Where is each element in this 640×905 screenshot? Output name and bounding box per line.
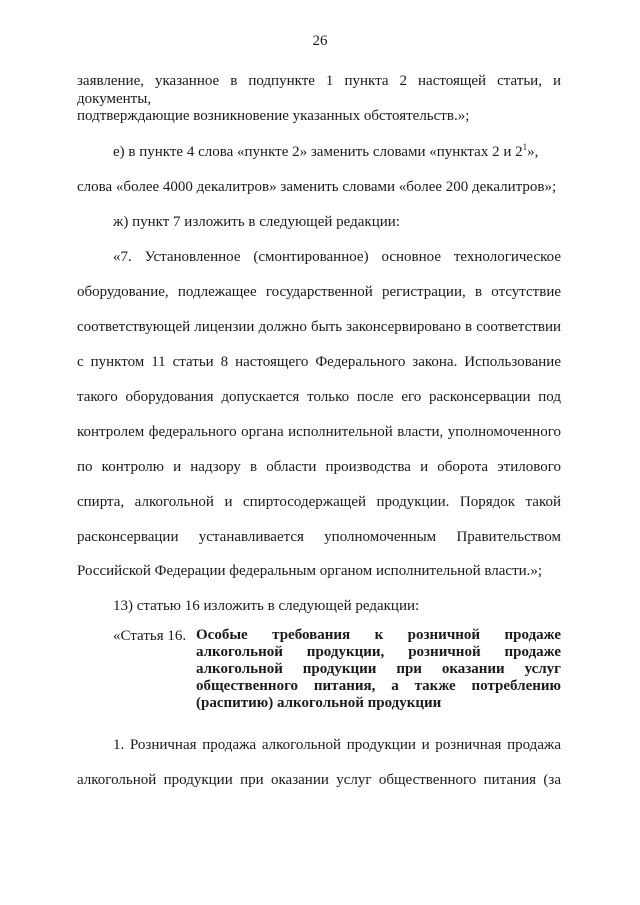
paragraph-text: е) в пункте 4 слова «пункте 2» заменить словами «пунктах 2 и 2 [113,144,523,160]
article-title [196,627,561,712]
paragraph-line: подтверждающие возникновение указанных обстоятельств.»; [77,108,470,124]
paragraph-line: оборудование, подлежащее государственной регистрации, в отсутствие [77,284,561,300]
article-label: «Статья 16. [113,628,187,644]
paragraph-line: 13) статью 16 изложить в следующей редакции: [113,598,420,614]
article-title-line: (распитию) алкогольной продукции [196,695,442,711]
paragraph-line: расконсервации устанавливается уполномоченным Правительством [77,529,561,545]
paragraph-line [113,143,538,161]
article-title-line: алкогольной продукции, розничной продаже [196,644,561,660]
article-title-line: Особые требования к розничной продаже [196,627,561,643]
article-title-line: алкогольной продукции при оказании услуг [196,661,561,677]
paragraph-line: контролем федерального органа исполнительной власти, уполномоченного [77,424,561,440]
paragraph-line: спирта, алкогольной и спиртосодержащей продукции. Порядок такой [77,494,561,510]
paragraph-line: 1. Розничная продажа алкогольной продукции и розничная продажа [113,737,561,753]
paragraph-line: с пунктом 11 статьи 8 настоящего Федерального закона. Использование [77,354,561,370]
paragraph-text: », [527,144,539,160]
paragraph-line: алкогольной продукции при оказании услуг общественного питания (за [77,772,561,788]
paragraph-line: по контролю и надзору в области производства и оборота этилового [77,459,561,475]
paragraph-line: «7. Установленное (смонтированное) основное технологическое [113,249,561,265]
paragraph-line: заявление, указанное в подпункте 1 пункта 2 настоящей статьи, и документы, [77,73,561,107]
article-title-line: общественного питания, а также потреблению [196,678,561,694]
page-number: 26 [312,33,328,49]
paragraph-line: слова «более 4000 декалитров» заменить словами «более 200 декалитров»; [77,179,557,195]
superscript: 1 [522,142,528,152]
paragraph-line: ж) пункт 7 изложить в следующей редакции: [113,214,400,230]
paragraph-line: такого оборудования допускается только после его расконсервации под [77,389,561,405]
paragraph-line: соответствующей лицензии должно быть законсервировано в соответствии [77,319,561,335]
paragraph-line: Российской Федерации федеральным органом исполнительной власти.»; [77,563,543,579]
